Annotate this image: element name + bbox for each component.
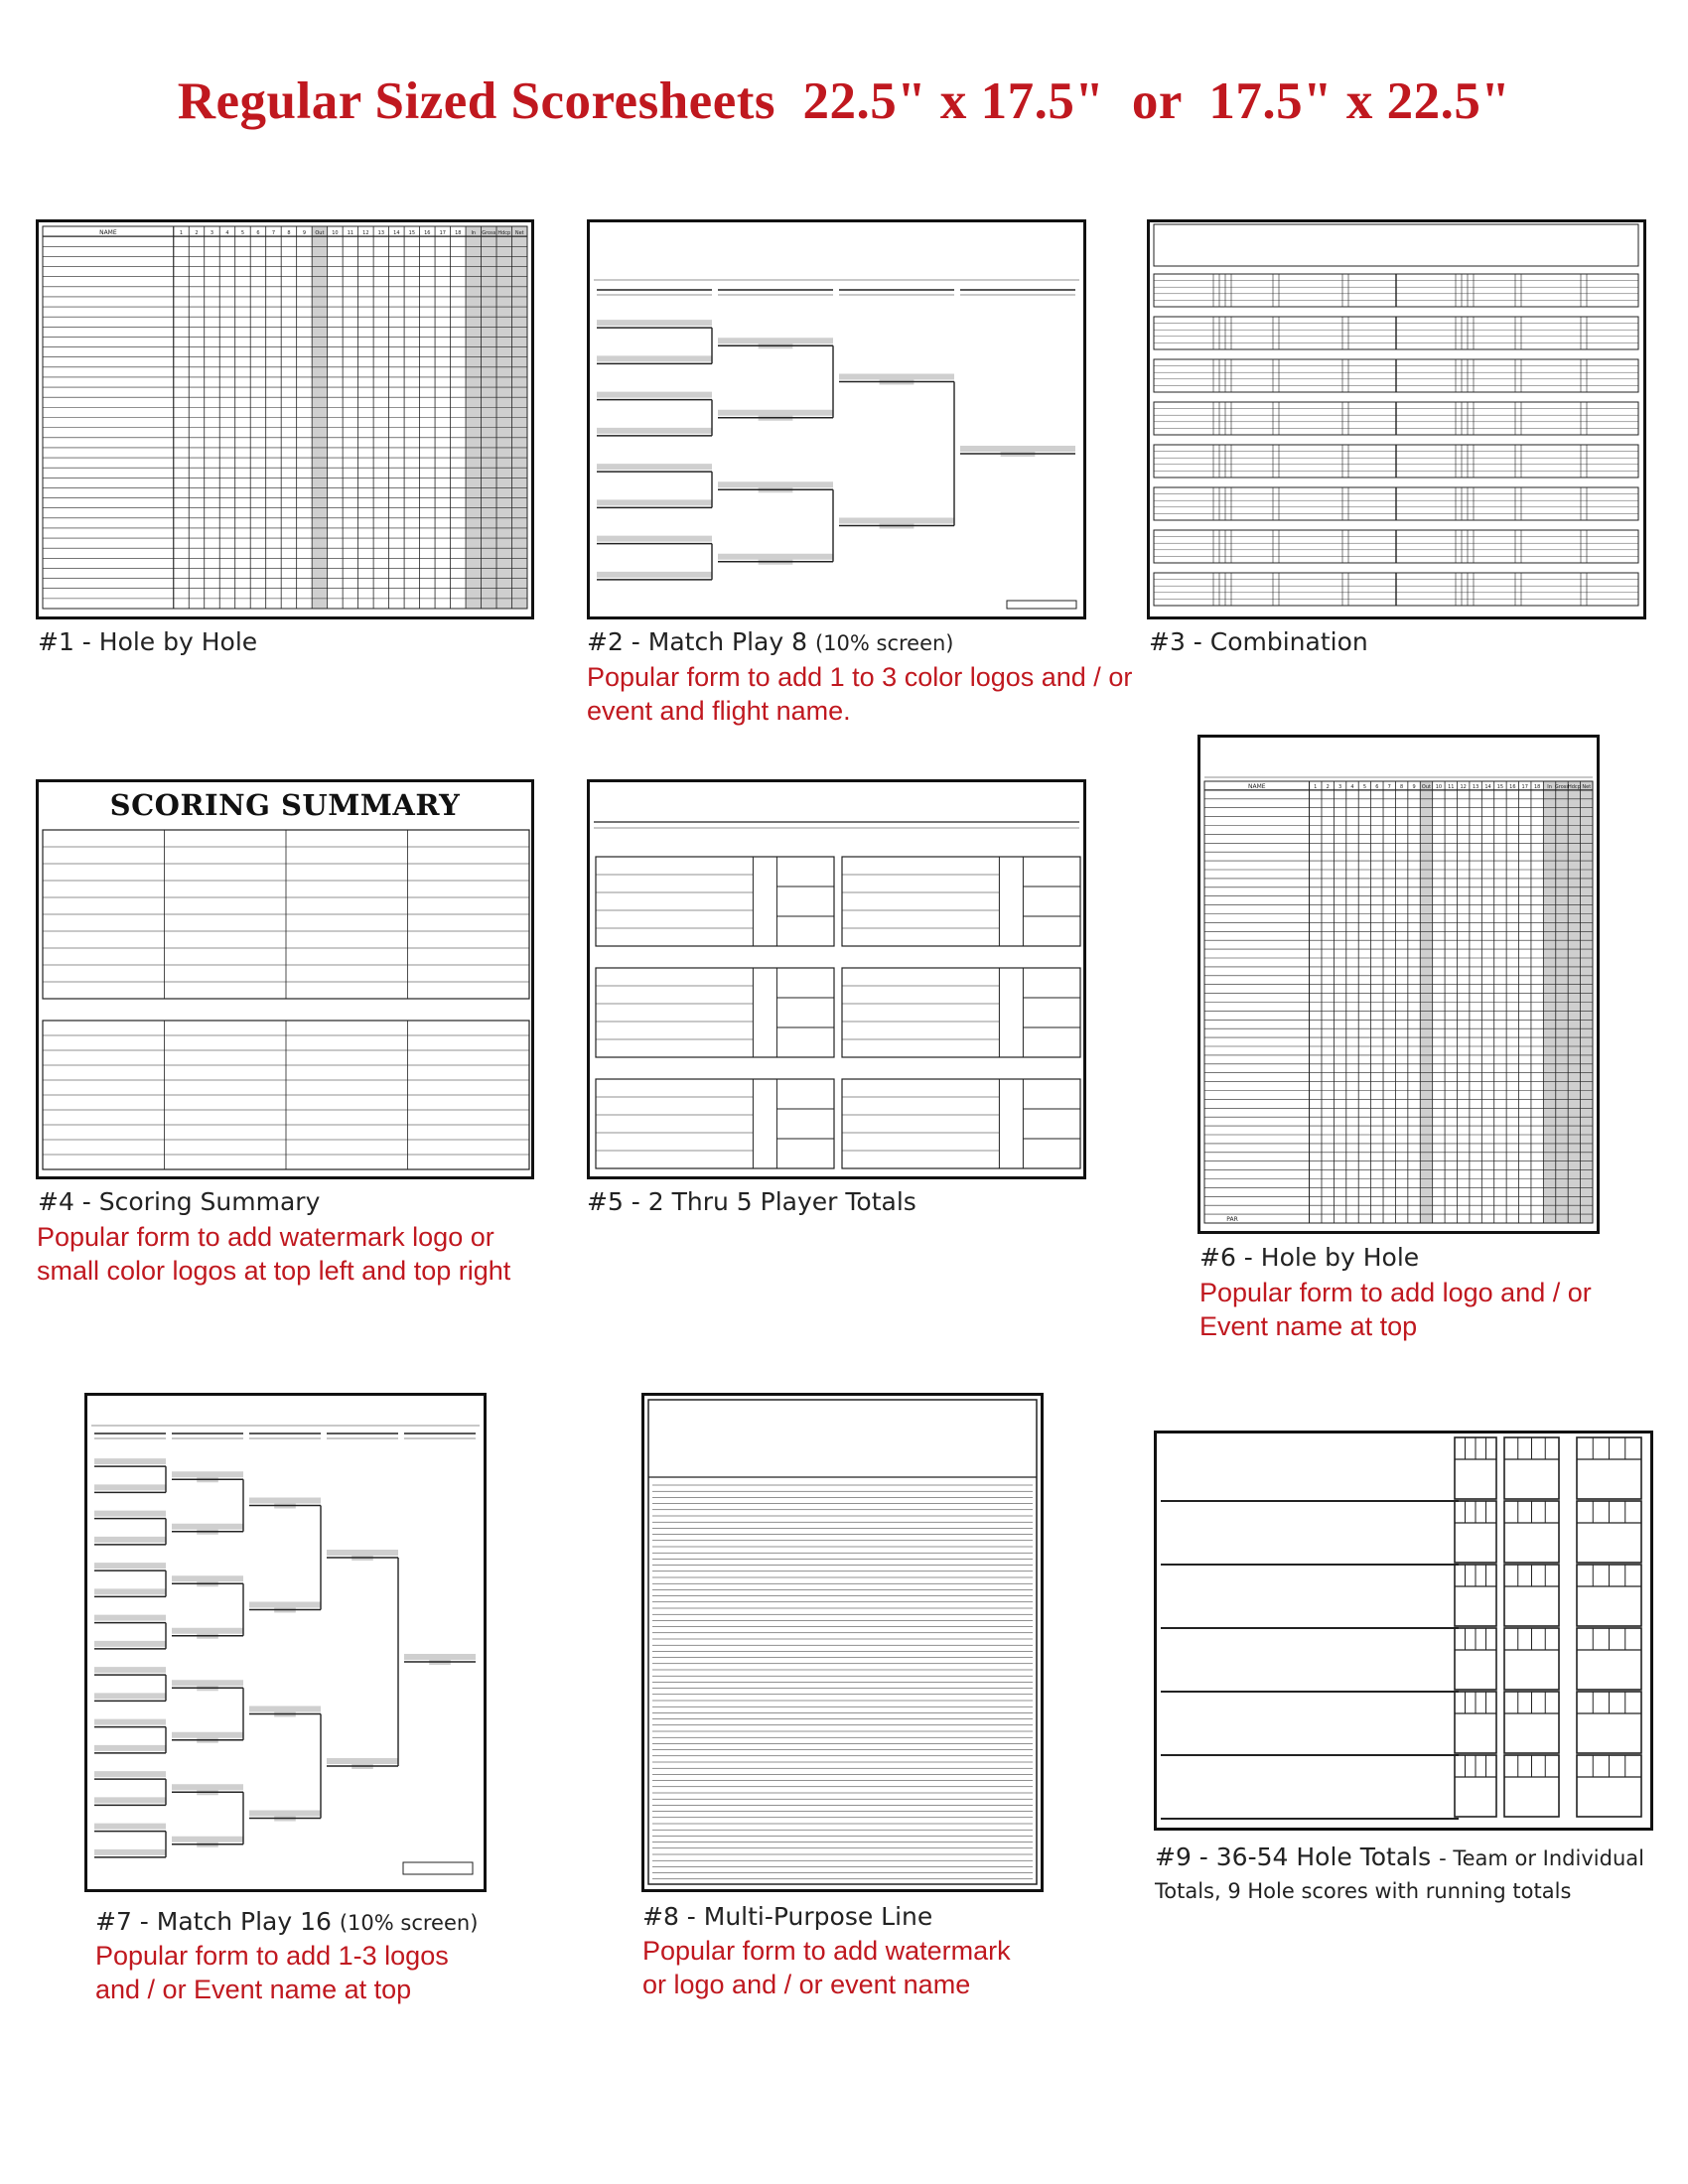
svg-text:7: 7 [271, 230, 276, 237]
svg-text:Net: Net [514, 230, 524, 237]
form-2-note: Popular form to add 1 to 3 color logos and / or event and flight name. [587, 662, 1133, 726]
form-8-label: #8 - Multi-Purpose Line [642, 1902, 933, 1931]
svg-text:9: 9 [1412, 784, 1416, 791]
thumbnail-hole-by-hole [36, 219, 534, 619]
form-1-label: #1 - Hole by Hole [38, 627, 258, 656]
svg-text:PAR: PAR [1226, 1216, 1238, 1224]
svg-text:4: 4 [225, 230, 229, 237]
svg-text:5: 5 [1362, 784, 1367, 791]
form-4-note: Popular form to add watermark logo or small color logos at top left and top right [37, 1222, 511, 1286]
svg-text:12: 12 [1460, 784, 1467, 791]
svg-text:5: 5 [240, 230, 245, 237]
svg-text:3: 3 [1338, 784, 1342, 791]
thumbnail-player-totals [587, 779, 1086, 1179]
form-9-label: #9 - 36-54 Hole Totals - Team or Individual [1155, 1843, 1644, 1871]
form-preview-graphic [39, 222, 531, 616]
svg-text:2: 2 [195, 230, 199, 237]
svg-text:Out: Out [315, 230, 325, 237]
svg-text:3: 3 [210, 230, 214, 237]
thumbnail-multi-purpose-line [641, 1393, 1044, 1892]
svg-text:16: 16 [424, 230, 431, 237]
svg-text:1: 1 [1314, 784, 1318, 791]
svg-text:17: 17 [439, 230, 446, 237]
form-preview-graphic [39, 782, 531, 1176]
form-8-note: Popular form to add watermark or logo and / or event name [642, 1936, 1011, 1999]
svg-text:4: 4 [1350, 784, 1354, 791]
form-preview-graphic [590, 782, 1083, 1176]
svg-text:8: 8 [287, 230, 291, 237]
scoring-summary-title: SCORING SUMMARY [109, 788, 461, 822]
thumbnail-hole-totals [1154, 1431, 1653, 1831]
svg-text:17: 17 [1521, 784, 1528, 791]
svg-text:7: 7 [1387, 784, 1391, 791]
form-6-label: #6 - Hole by Hole [1199, 1243, 1420, 1272]
form-6-note: Popular form to add logo and / or Event name at top [1199, 1278, 1592, 1341]
form-preview-graphic [87, 1396, 484, 1889]
svg-text:14: 14 [1484, 784, 1491, 791]
svg-text:In: In [1547, 784, 1552, 791]
svg-text:10: 10 [1435, 784, 1443, 791]
form-preview-graphic [644, 1396, 1041, 1889]
svg-text:9: 9 [302, 230, 307, 237]
form-4-label: #4 - Scoring Summary [38, 1187, 321, 1216]
svg-text:Out: Out [1421, 784, 1432, 791]
svg-text:Hdcp: Hdcp [1567, 784, 1581, 791]
svg-text:11: 11 [1448, 784, 1455, 791]
thumbnail-match-play-8 [587, 219, 1086, 619]
form-preview-graphic [1200, 738, 1597, 1231]
svg-text:14: 14 [393, 230, 400, 237]
form-preview-graphic [1157, 1433, 1650, 1828]
thumbnail-combination [1147, 219, 1646, 619]
svg-text:Gross: Gross [1554, 784, 1570, 791]
form-preview-graphic [590, 222, 1083, 616]
svg-text:Net: Net [1582, 784, 1592, 791]
svg-text:11: 11 [347, 230, 354, 237]
svg-text:8: 8 [1400, 784, 1404, 791]
form-2-label: #2 - Match Play 8 (10% screen) [587, 627, 954, 656]
svg-text:NAME: NAME [1248, 783, 1266, 791]
svg-text:18: 18 [455, 230, 462, 237]
svg-text:Gross: Gross [482, 230, 496, 237]
svg-text:13: 13 [1472, 784, 1479, 791]
thumbnail-match-play-16 [84, 1393, 487, 1892]
form-7-label: #7 - Match Play 16 (10% screen) [95, 1907, 479, 1936]
svg-text:In: In [471, 230, 477, 237]
svg-text:13: 13 [377, 230, 385, 237]
svg-text:6: 6 [256, 230, 260, 237]
form-9-note: Totals, 9 Hole scores with running totals [1155, 1879, 1572, 1903]
form-5-label: #5 - 2 Thru 5 Player Totals [587, 1187, 916, 1216]
svg-text:2: 2 [1326, 784, 1330, 791]
form-3-label: #3 - Combination [1149, 627, 1368, 656]
page-title: Regular Sized Scoresheets 22.5" x 17.5" or 17.5" x 22.5" [177, 72, 1511, 130]
form-7-note: Popular form to add 1-3 logos and / or Event name at top [95, 1941, 449, 2004]
svg-text:18: 18 [1533, 784, 1541, 791]
svg-text:15: 15 [408, 230, 416, 237]
svg-text:6: 6 [1375, 784, 1379, 791]
svg-text:NAME: NAME [99, 229, 117, 237]
svg-text:1: 1 [179, 230, 184, 237]
svg-text:15: 15 [1496, 784, 1504, 791]
thumbnail-hole-by-hole-portrait [1197, 735, 1600, 1234]
svg-text:10: 10 [332, 230, 339, 237]
form-preview-graphic [1150, 222, 1643, 616]
svg-text:12: 12 [362, 230, 369, 237]
thumbnail-scoring-summary [36, 779, 534, 1179]
svg-text:16: 16 [1509, 784, 1516, 791]
svg-text:Hdcp: Hdcp [497, 230, 511, 237]
